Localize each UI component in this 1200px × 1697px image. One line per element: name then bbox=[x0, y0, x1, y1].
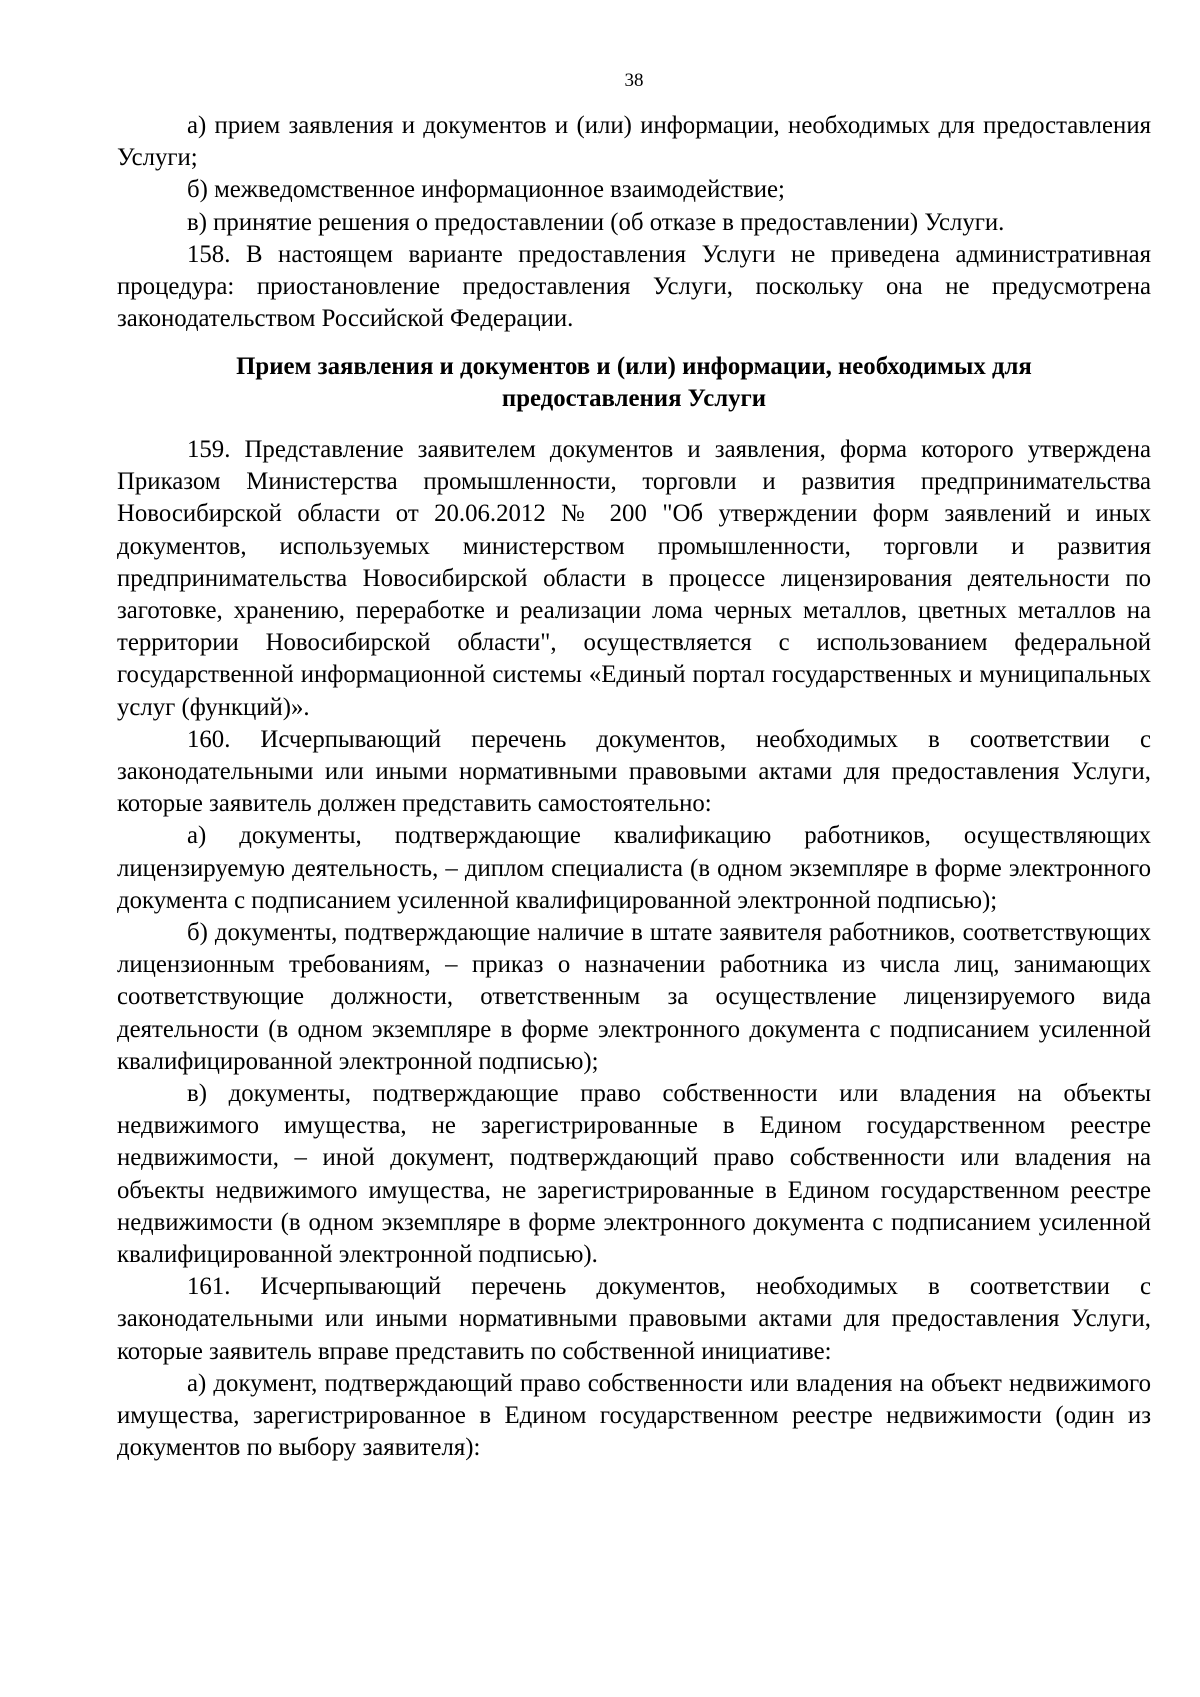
paragraph-160: 160. Исчерпывающий перечень документов, необходимых в соответствии с законодательными или иными нормативными правовыми актами для предоставления Услуги, которые заявитель должен представить самостоятельно: bbox=[117, 725, 1151, 818]
paragraph-160-item-b: б) документы, подтверждающие наличие в штате заявителя работников, соответствующих лицензионным требованиям, – приказ о назначении работника из числа лиц, занимающих соответствующие должности, ответственным за осуществление лицензируемого вида деятельности (в одном экземпляре в форме электронного документа с подписанием усиленной квалифицированной электронной подписью); bbox=[117, 919, 1151, 1075]
section-body bbox=[117, 434, 1151, 1465]
section-heading-line-1: Прием заявления и документов и (или) информации, необходимых для bbox=[236, 353, 1032, 380]
list-item-b: б) межведомственное информационное взаимодействие; bbox=[187, 176, 785, 204]
section-heading bbox=[117, 351, 1151, 415]
paragraph-161-item-a: а) документ, подтверждающий право собственности или владения на объект недвижимого имущества, зарегистрированное в Едином государственном реестре недвижимости (один из документов по выбору заявителя): bbox=[117, 1369, 1151, 1462]
page-number: 38 bbox=[624, 70, 644, 91]
list-item-a: а) прием заявления и документов и (или) информации, необходимых для предоставления Услуги; bbox=[117, 112, 1151, 172]
paragraph-160-item-a: а) документы, подтверждающие квалификацию работников, осуществляющих лицензируемую деятельность, – диплом специалиста (в одном экземпляре в форме электронного документа с подписанием усиленной квалифицированной электронной подписью); bbox=[117, 822, 1151, 914]
section-heading-line-2: предоставления Услуги bbox=[501, 385, 767, 413]
list-item-c: в) принятие решения о предоставлении (об отказе в предоставлении) Услуги. bbox=[187, 208, 1005, 236]
paragraph-158: 158. В настоящем варианте предоставления Услуги не приведена административная процедура: приостановление предоставления Услуги, поскольку она не предусмотрена законодательством Российской Федерации. bbox=[117, 240, 1151, 333]
paragraph-161: 161. Исчерпывающий перечень документов, необходимых в соответствии с законодательными или иными нормативными правовыми актами для предоставления Услуги, которые заявитель вправе представить по собственной инициативе: bbox=[117, 1273, 1151, 1365]
paragraph-160-item-c: в) документы, подтверждающие право собственности или владения на объекты недвижимого имущества, не зарегистрированные в Едином государственном реестре недвижимости, – иной документ, подтверждающий право собственности или владения на объекты недвижимого имущества, не зарегистрированные в Едином государственном реестре недвижимости (в одном экземпляре в форме электронного документа с подписанием усиленной квалифицированной электронной подписью). bbox=[117, 1080, 1151, 1269]
paragraph-159: 159. Представление заявителем документов и заявления, форма которого утверждена Приказом Министерства промышленности, торговли и развития предпринимательства Новосибирской области от 20.06.2012 № 200 "Об утверждении форм заявлений и иных документов, используемых министерством промышленности, торговли и развития предпринимательства Новосибирской области в процессе лицензирования деятельности по заготовке, хранению, переработке и реализации лома черных металлов, цветных металлов на территории Новосибирской области", осуществляется с использованием федеральной государственной информационной системы «Единый портал государственных и муниципальных услуг (функций)». bbox=[117, 436, 1151, 721]
intro-list bbox=[117, 110, 1151, 335]
